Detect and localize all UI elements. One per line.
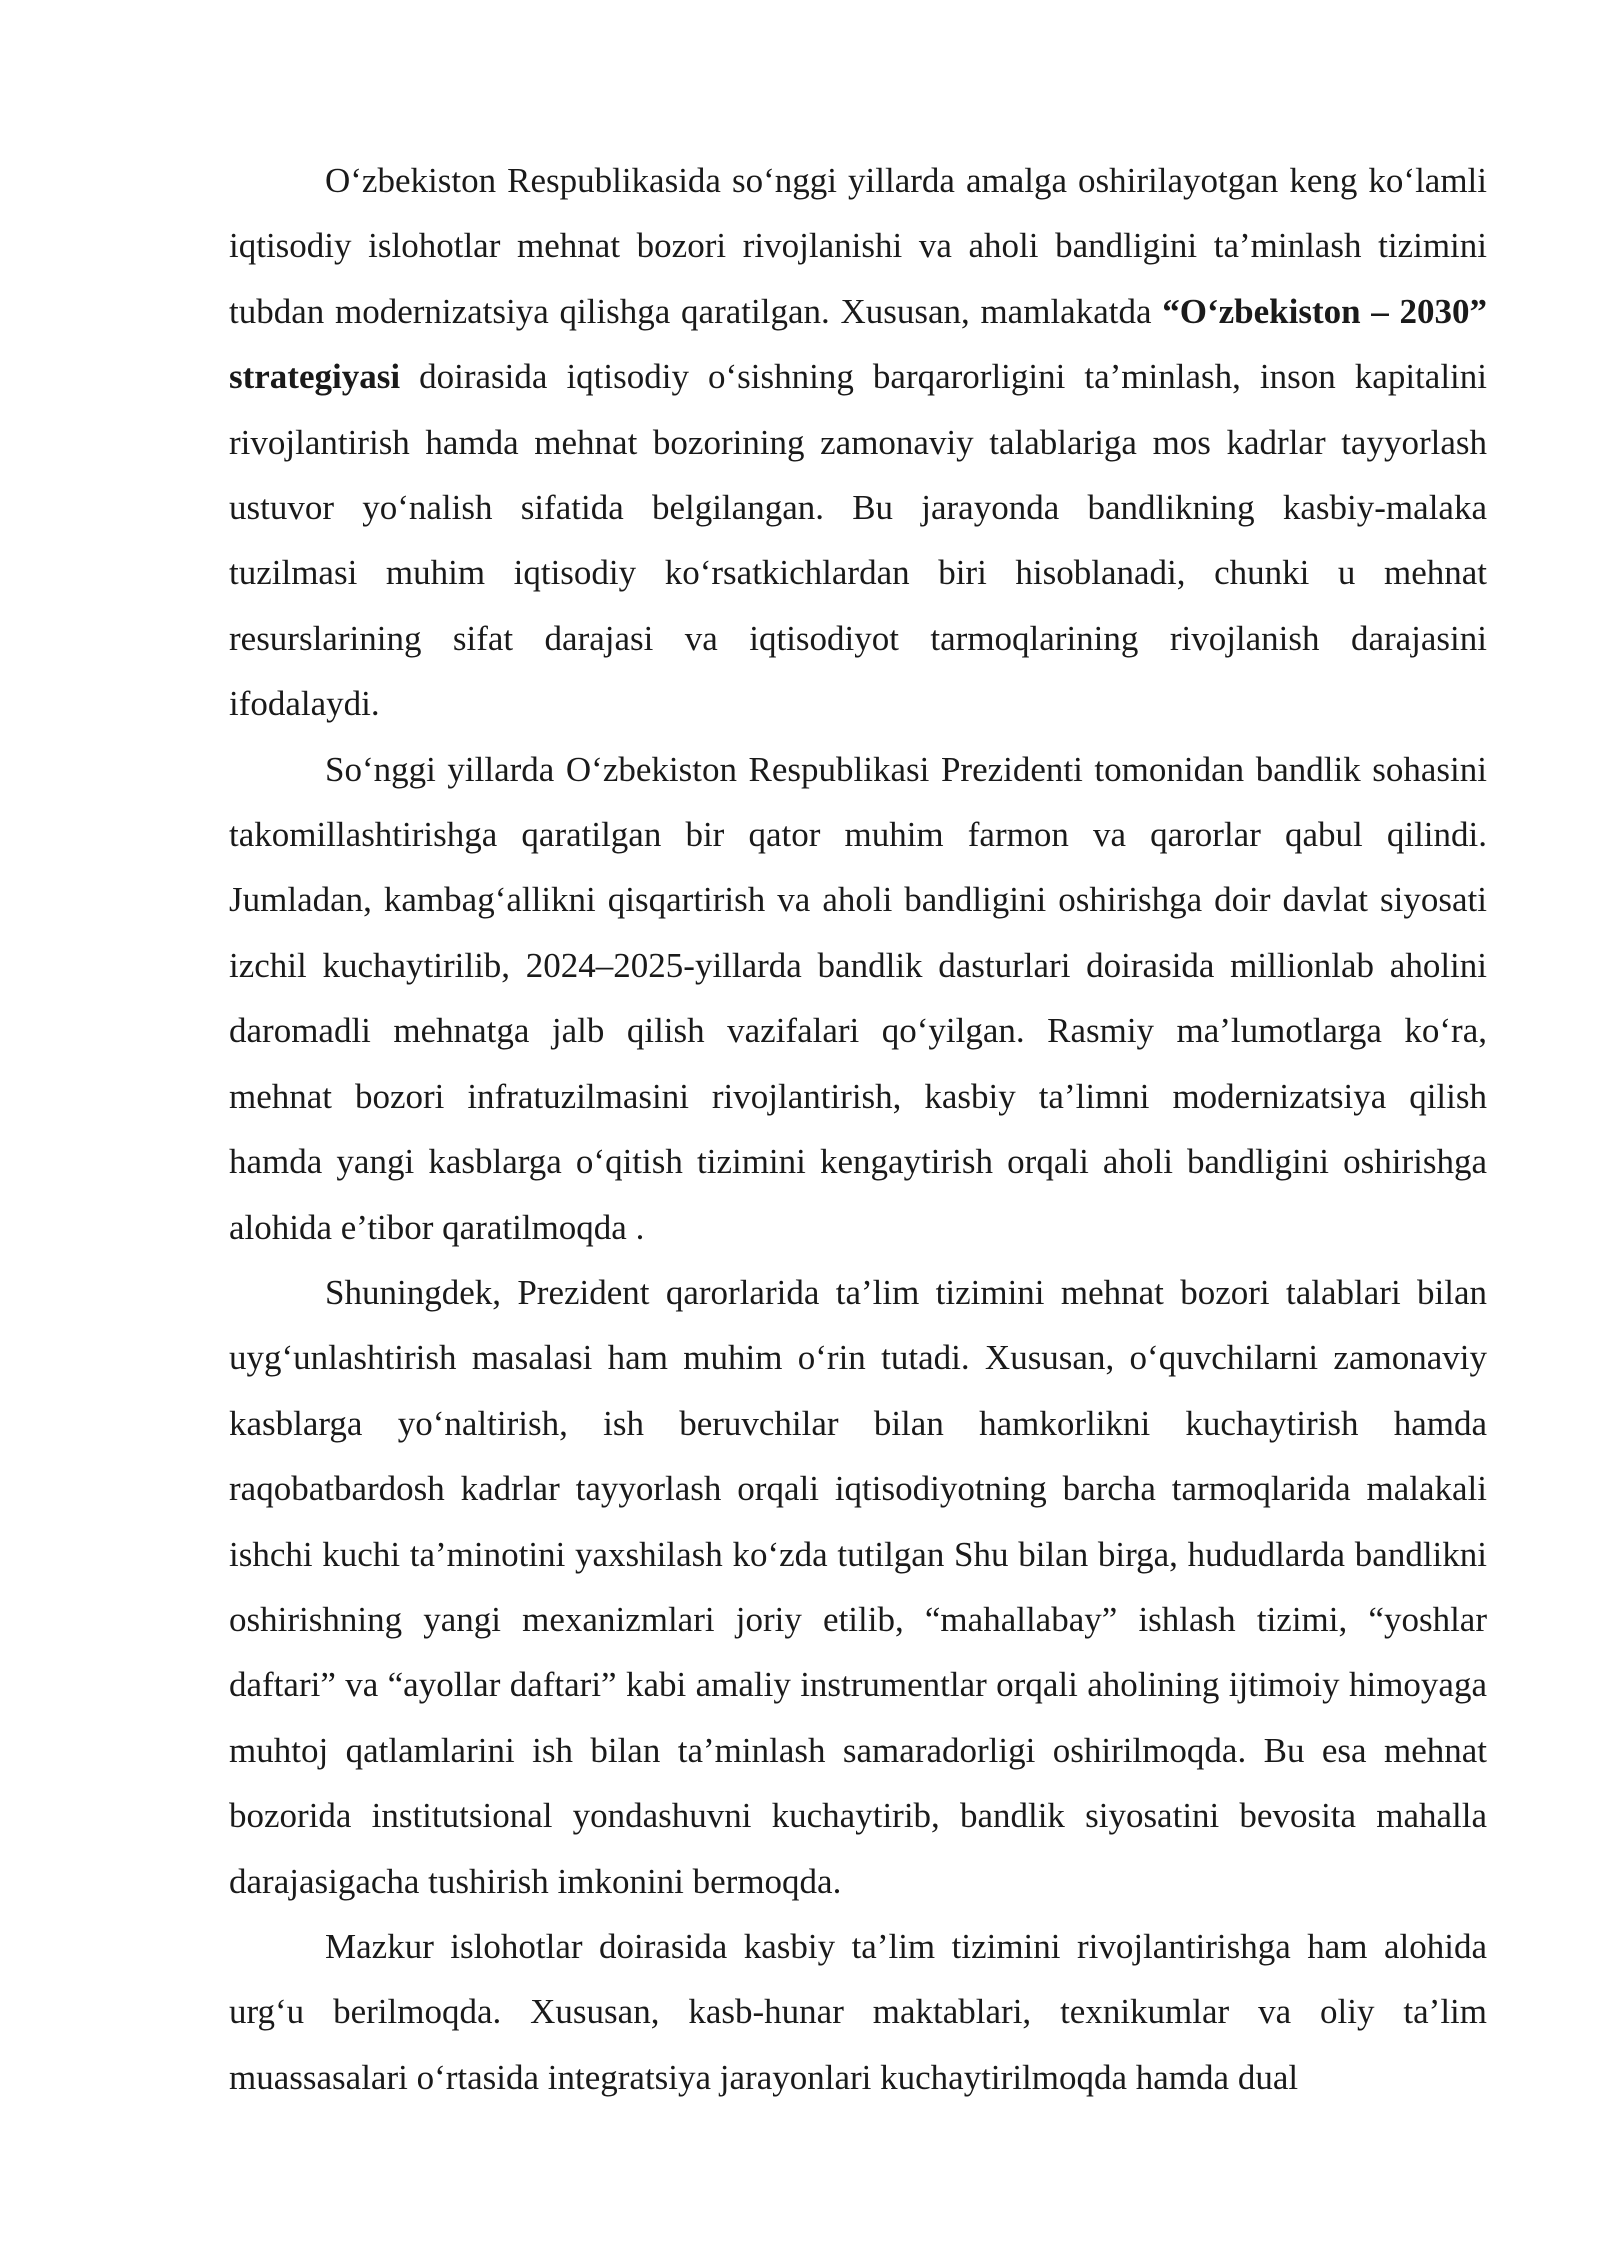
paragraph-3: Shuningdek, Prezident qarorlarida ta’lim tizimini mehnat bozori talablari bilan uyg‘unlashtirish masalasi ham muhim o‘rin tutadi. Xususan, o‘quvchilarni zamonaviy kasblarga yo‘naltirish, ish beruvchilar bilan hamkorlikni kuchaytirish hamda raqobatbardosh kadrlar tayyorlash orqali iqtisodiyotning barcha tarmoqlarida malakali ishchi kuchi ta’minotini yaxshilash ko‘zda tutilgan Shu bilan birga, hududlarda bandlikni oshirishning yangi mexanizmlari joriy etilib, “mahallabay” ishlash tizimi, “yoshlar daftari” va “ayollar daftari” kabi amaliy instrumentlar orqali aholining ijtimoiy himoyaga muhtoj qatlamlarini ish bilan ta’minlash samaradorligi oshirilmoqda. Bu esa mehnat bozorida institutsional yondashuvni kuchaytirib, bandlik siyosatini bevosita mahalla darajasigacha tushirish imkonini bermoqda. <box>229 1272 1487 1901</box>
paragraph-1-text-start: O‘zbekiston Respublikasida so‘nggi yillarda amalga oshirilayotgan keng ko‘lamli iqtisodiy islohotlar mehnat bozori rivojlanishi va aholi bandligini ta’minlash tizimini tubdan modernizatsiya qilishga qaratilgan. Xususan, mamlakatda <box>229 161 1487 331</box>
paragraph-4: Mazkur islohotlar doirasida kasbiy ta’lim tizimini rivojlantirishga ham alohida urg‘u berilmoqda. Xususan, kasb-hunar maktablari, texnikumlar va oliy ta’lim muassasalari o‘rtasida integratsiya jarayonlari kuchaytirilmoqda hamda dual <box>229 1926 1487 2097</box>
paragraph-2: So‘nggi yillarda O‘zbekiston Respublikasi Prezidenti tomonidan bandlik sohasini takomillashtirishga qaratilgan bir qator muhim farmon va qarorlar qabul qilindi. Jumladan, kambag‘allikni qisqartirish va aholi bandligini oshirishga doir davlat siyosati izchil kuchaytirilib, 2024–2025-yillarda bandlik dasturlari doirasida millionlab aholini daromadli mehnatga jalb qilish vazifalari qo‘yilgan. Rasmiy ma’lumotlarga ko‘ra, mehnat bozori infratuzilmasini rivojlantirish, kasbiy ta’limni modernizatsiya qilish hamda yangi kasblarga o‘qitish tizimini kengaytirish orqali aholi bandligini oshirishga alohida e’tibor qaratilmoqda . <box>229 749 1487 1247</box>
paragraph-1-text-end: doirasida iqtisodiy o‘sishning barqarorligini ta’minlash, inson kapitalini rivojlantirish hamda mehnat bozorining zamonaviy talablariga mos kadrlar tayyorlash ustuvor yo‘nalish sifatida belgilangan. Bu jarayonda bandlikning kasbiy-malaka tuzilmasi muhim iqtisodiy ko‘rsatkichlardan biri hisoblanadi, chunki u mehnat resurslarining sifat darajasi va iqtisodiyot tarmoqlarining rivojlanish darajasini ifodalaydi. <box>229 357 1487 724</box>
strategy-title-bold: “O‘zbekiston – 2030” strategiyasi <box>229 291 1487 397</box>
paragraph-1 <box>229 148 1487 737</box>
document-page <box>229 148 1487 2110</box>
